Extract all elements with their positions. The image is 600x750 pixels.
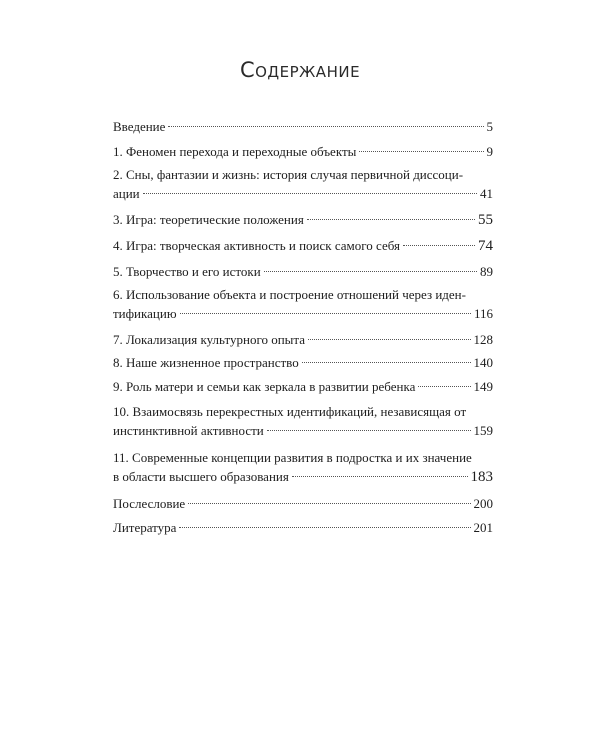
- dot-leader: [359, 151, 483, 152]
- toc-entry-page: 5: [486, 119, 493, 134]
- toc-entry: [113, 210, 493, 230]
- dot-leader: [267, 430, 471, 431]
- toc-entry: [113, 353, 493, 372]
- dot-leader: [179, 527, 470, 528]
- toc-entry: [113, 236, 493, 256]
- toc-entry-title: 6. Использование объекта и построение отношений через иден-: [113, 287, 466, 302]
- toc-entry-page: 159: [473, 423, 493, 438]
- dot-leader: [302, 362, 471, 363]
- dot-leader: [308, 339, 471, 340]
- dot-leader: [418, 386, 470, 387]
- dot-leader: [307, 219, 475, 220]
- toc-entry-title-continued: тификацию: [113, 306, 177, 321]
- toc-entry-page: 55: [478, 212, 493, 228]
- toc-entry: [113, 117, 493, 136]
- toc-entry: [113, 262, 493, 281]
- toc-entry: [113, 165, 493, 203]
- toc-entry-title: Введение: [113, 119, 166, 134]
- toc-entry-title: 1. Феномен перехода и переходные объекты: [113, 144, 357, 159]
- toc-entry-page: 41: [480, 186, 493, 201]
- toc-entry-title: 11. Современные концепции развития в подростка и их значение: [113, 450, 472, 465]
- toc-entry-title: Литература: [113, 520, 177, 535]
- toc-entry: [113, 377, 493, 396]
- toc-entry: [113, 142, 493, 161]
- toc-entry-title-continued: инстинктивной активности: [113, 423, 264, 438]
- toc-entry-title: 7. Локализация культурного опыта: [113, 332, 305, 347]
- toc-entry-page: 200: [473, 496, 493, 511]
- dot-leader: [180, 313, 471, 314]
- toc-entry-page: 128: [473, 332, 493, 347]
- toc-entry-page: 183: [470, 469, 493, 485]
- toc-entry-title: 9. Роль матери и семьи как зеркала в развитии ребенка: [113, 379, 416, 394]
- toc-entry-page: 116: [473, 306, 493, 321]
- dot-leader: [403, 245, 475, 246]
- toc-entry-title: 5. Творчество и его истоки: [113, 264, 261, 279]
- dot-leader: [292, 476, 468, 477]
- toc-entry-page: 149: [473, 379, 493, 394]
- toc-entry-title: 4. Игра: творческая активность и поиск самого себя: [113, 238, 400, 253]
- toc-entry: [113, 518, 493, 537]
- toc-entry-title: 3. Игра: теоретические положения: [113, 212, 304, 227]
- dot-leader: [264, 271, 477, 272]
- toc-entry-page: 201: [473, 520, 493, 535]
- page-title: Содержание: [239, 58, 361, 82]
- toc-entry-title: 10. Взаимосвязь перекрестных идентификаций, независящая от: [113, 404, 467, 419]
- dot-leader: [188, 503, 470, 504]
- toc-entry-page: 89: [480, 264, 493, 279]
- toc-entry: [113, 494, 493, 513]
- toc-entry-page: 9: [486, 144, 493, 159]
- dot-leader: [168, 126, 483, 127]
- toc-entry-title-continued: ации: [113, 186, 140, 201]
- toc-entry: [113, 402, 493, 440]
- dot-leader: [143, 193, 477, 194]
- toc-entry-title: 8. Наше жизненное пространство: [113, 355, 299, 370]
- toc-entry-title: 2. Сны, фантазии и жизнь: история случая первичной диссоци-: [113, 167, 464, 182]
- toc-entry-page: 74: [478, 238, 493, 254]
- toc-entry: [113, 285, 493, 323]
- toc-entry-title: Послесловие: [113, 496, 186, 511]
- toc-entry: [113, 448, 493, 487]
- toc-entry-page: 140: [473, 355, 493, 370]
- toc-entry-title-continued: в области высшего образования: [113, 469, 289, 484]
- toc-entry: [113, 330, 493, 349]
